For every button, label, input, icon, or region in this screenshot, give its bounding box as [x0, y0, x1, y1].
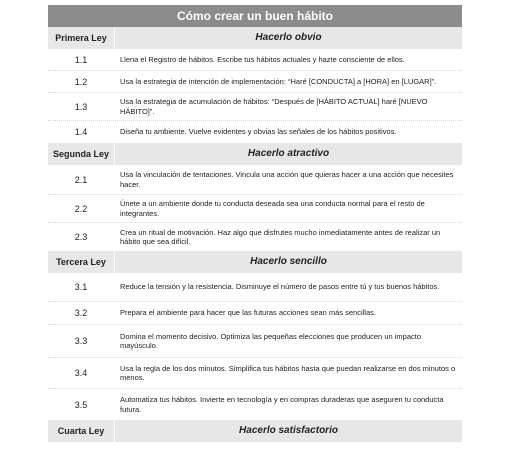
- item-text: Diseña tu ambiente. Vuelve evidentes y obvias las señales de los hábitos positivos.: [120, 127, 397, 137]
- table-row: [48, 49, 462, 71]
- item-text: Usa la vinculación de tentaciones. Vincula una acción que quieras hacer a una acción que necesites hacer.: [120, 170, 454, 189]
- law-header-4: [48, 420, 462, 442]
- table-row: [48, 71, 462, 93]
- item-number: 1.3: [74, 101, 88, 112]
- item-text: Crea un ritual de motivación. Haz algo que disfrutes mucho inmediatamente antes de realizar un hábito que sea difícil.: [120, 227, 441, 246]
- item-number: 3.2: [74, 308, 88, 318]
- table-row: [48, 273, 462, 302]
- table-row: [48, 358, 462, 389]
- law-header-2: [48, 143, 462, 165]
- item-number: 3.3: [74, 336, 88, 346]
- item-number: 3.4: [74, 368, 88, 378]
- item-text: Automatiza tus hábitos. Invierte en tecnología y en compras duraderas que aseguren tu conducta futura.: [120, 395, 444, 414]
- item-text: Prepara el ambiente para hacer que las futuras acciones sean más sencillas.: [120, 308, 376, 318]
- item-number: 1.2: [74, 76, 88, 87]
- table-row: [48, 223, 462, 251]
- table-title: Cómo crear un buen hábito: [48, 5, 462, 27]
- law-items-1: [48, 49, 462, 143]
- law-header-1: [48, 27, 462, 49]
- item-number: 3.1: [74, 282, 88, 292]
- table-row: [48, 93, 462, 121]
- item-text: Usa la regla de los dos minutos. Simplifica tus hábitos hasta que puedan realizarse en dos minutos o menos.: [120, 363, 456, 382]
- law-header-3: [48, 251, 462, 273]
- law-name: Segunda Ley: [52, 149, 109, 159]
- item-text: Usa la estrategia de intención de implementación: “Haré [CONDUCTA] a [HORA] en [LUGAR]”.: [120, 76, 437, 86]
- item-text: Usa la estrategia de acumulación de hábitos: “Después de [HÁBITO ACTUAL] haré [NUEVO HÁBITO]”.: [120, 97, 428, 116]
- law-heading: Hacerlo atractivo: [114, 143, 462, 165]
- item-number: 3.5: [74, 399, 88, 410]
- law-name: Cuarta Ley: [57, 426, 105, 436]
- item-number: 2.3: [74, 232, 88, 242]
- item-number: 2.2: [74, 203, 88, 214]
- table-row: [48, 121, 462, 143]
- item-number: 1.1: [74, 54, 88, 65]
- law-items-3: [48, 273, 462, 420]
- law-items-2: [48, 165, 462, 251]
- law-name: Primera Ley: [55, 33, 107, 43]
- item-number: 2.1: [74, 174, 88, 185]
- item-text: Llena el Registro de hábitos. Escribe tus hábitos actuales y hazte consciente de ellos.: [120, 54, 405, 64]
- law-heading: Hacerlo sencillo: [114, 251, 462, 273]
- law-heading: Hacerlo satisfactorio: [114, 420, 462, 442]
- item-number: 1.4: [74, 127, 88, 137]
- table-row: [48, 195, 462, 223]
- table-row: [48, 389, 462, 420]
- item-text: Domina el momento decisivo. Optimiza las pequeñas elecciones que producen un impacto mayúsculo.: [120, 331, 421, 350]
- table-row: [48, 165, 462, 195]
- item-text: Reduce la tensión y la resistencia. Disminuye el número de pasos entre tú y tus buenos hábitos.: [120, 282, 440, 292]
- table-row: [48, 302, 462, 325]
- item-text: Únete a un ambiente donde tu conducta deseada sea una conducta normal para el resto de integrantes.: [120, 199, 425, 218]
- law-name: Tercera Ley: [56, 257, 106, 267]
- law-heading: Hacerlo obvio: [114, 27, 462, 49]
- table-row: [48, 325, 462, 358]
- habit-table: [48, 5, 462, 442]
